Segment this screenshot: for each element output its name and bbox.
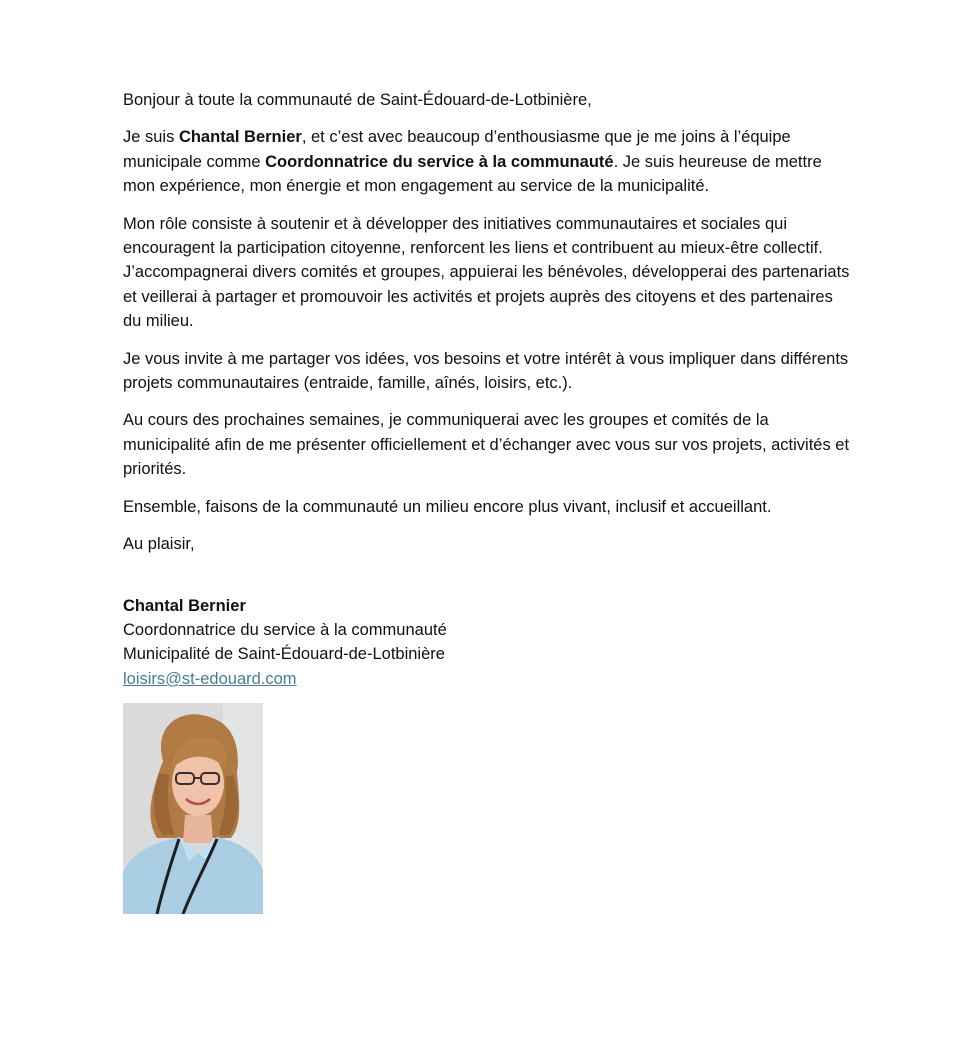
signature-block	[123, 594, 851, 692]
role-paragraph: Mon rôle consiste à soutenir et à développer des initiatives communautaires et sociales qui encouragent la participation citoyenne, renforcent les liens et contribuent au mieux-être collectif. J’accompagnerai divers comités et groupes, appuierai les bénévoles, développerai des partenariats et veillerai à partager et promouvoir les activités et projets auprès des citoyens et des partenaires du milieu.	[123, 214, 850, 331]
intro-paragraph	[123, 125, 851, 198]
letter-body	[123, 88, 851, 691]
greeting: Bonjour à toute la communauté de Saint-Édouard-de-Lotbinière,	[123, 91, 592, 109]
intro-text-end: . Je suis heureuse de mettre mon expérience, mon énergie et mon engagement au service de la municipalité.	[123, 152, 822, 196]
author-name-bold: Chantal Bernier	[178, 128, 302, 147]
signature-title: Coordonnatrice du service à la communauté	[123, 620, 447, 639]
portrait-photo	[123, 703, 263, 914]
intro-text-middle: , et c’est avec beaucoup d’enthousiasme que je me joins à l’équipe municipale comme	[123, 128, 791, 171]
email-link[interactable]: loisirs@st-edouard.com	[123, 669, 297, 688]
weeks-paragraph: Au cours des prochaines semaines, je communiquerai avec les groupes et comités de la municipalité afin de me présenter officiellement et d’échanger avec vous sur vos projets, activités et priorités.	[123, 411, 850, 479]
invite-paragraph: Je vous invite à me partager vos idées, vos besoins et votre intérêt à vous impliquer dans différents projets communautaires (entraide, famille, aînés, loisirs, etc.).	[123, 349, 849, 393]
together-paragraph: Ensemble, faisons de la communauté un milieu encore plus vivant, inclusif et accueillant.	[123, 497, 772, 516]
intro-text-start: Je suis	[123, 128, 179, 147]
signature-name: Chantal Bernier	[123, 596, 246, 615]
signature-organization: Municipalité de Saint-Édouard-de-Lotbinière	[123, 645, 445, 664]
role-bold: Coordonnatrice du service à la communauté	[265, 152, 614, 171]
closing: Au plaisir,	[123, 535, 195, 554]
